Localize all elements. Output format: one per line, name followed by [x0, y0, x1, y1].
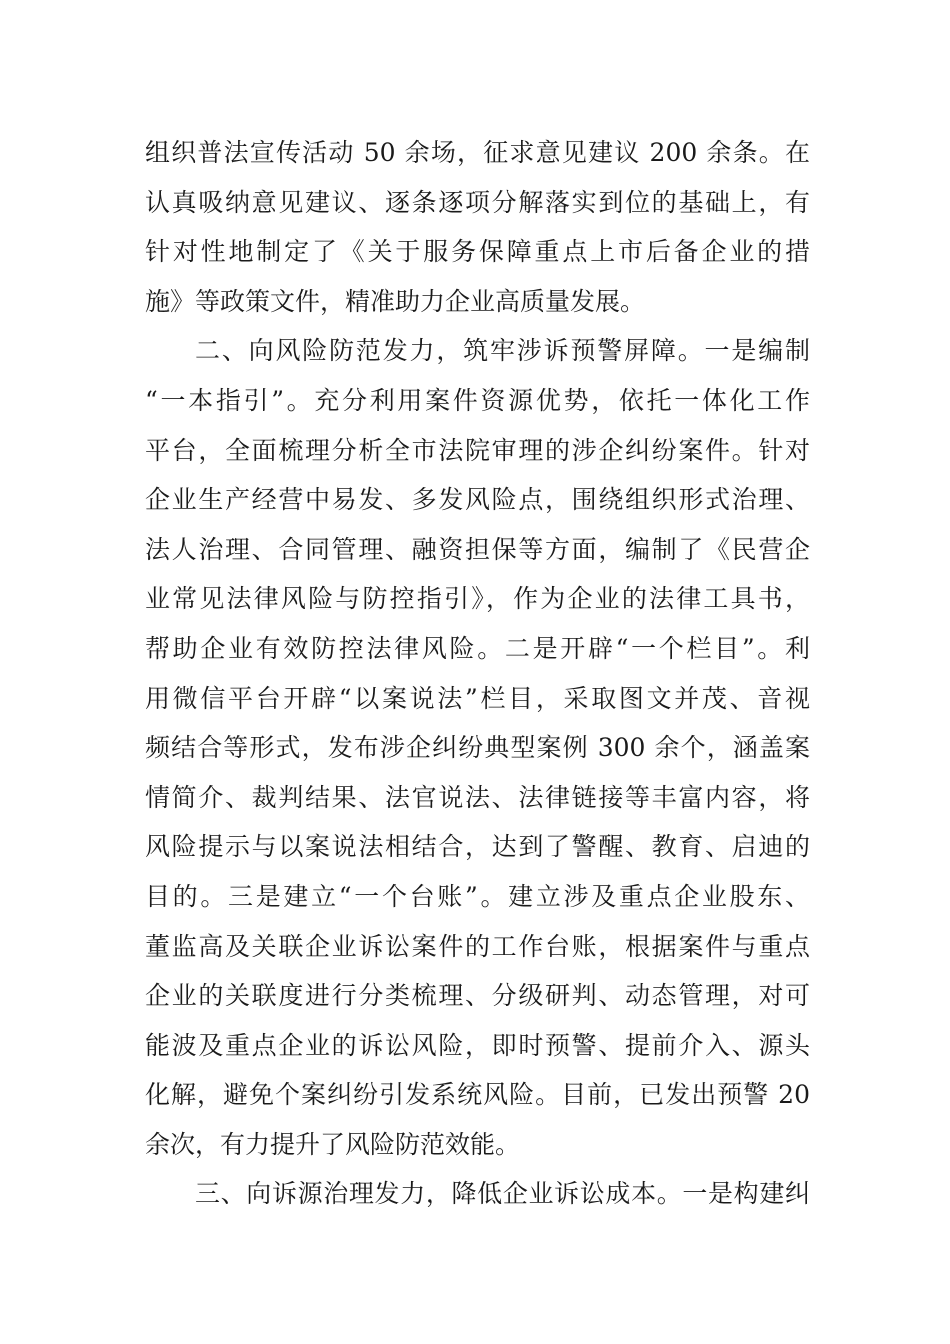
- text-line: 化解，避免个案纠纷引发系统风险。目前，已发出预警 20: [145, 1080, 810, 1110]
- text-line: 企业生产经营中易发、多发风险点，围绕组织形式治理、: [145, 485, 810, 515]
- text-line: 董监高及关联企业诉讼案件的工作台账，根据案件与重点: [145, 931, 810, 961]
- text-line: 业常见法律风险与防控指引》，作为企业的法律工具书，: [145, 584, 810, 614]
- paragraph-heading-3: 三、向诉源治理发力，降低企业诉讼成本。一是构建纠: [195, 1179, 810, 1209]
- text-line: 目的。三是建立“一个台账”。建立涉及重点企业股东、: [145, 881, 810, 911]
- body-text: [145, 128, 810, 1219]
- text-line: 帮助企业有效防控法律风险。二是开辟“一个栏目”。利: [145, 633, 810, 663]
- text-line: 认真吸纳意见建议、逐条逐项分解落实到位的基础上，有: [145, 187, 810, 217]
- text-line: 余次，有力提升了风险防范效能。: [145, 1129, 521, 1159]
- text-line: 平台，全面梳理分析全市法院审理的涉企纠纷案件。针对: [145, 435, 810, 465]
- text-line: 施》等政策文件，精准助力企业高质量发展。: [145, 286, 646, 316]
- paragraph-heading-2: 二、向风险防范发力，筑牢涉诉预警屏障。一是编制: [195, 336, 810, 366]
- text-line: 针对性地制定了《关于服务保障重点上市后备企业的措: [145, 237, 810, 267]
- text-line: 能波及重点企业的诉讼风险，即时预警、提前介入、源头: [145, 1030, 810, 1060]
- text-line: 风险提示与以案说法相结合，达到了警醒、教育、启迪的: [145, 832, 810, 862]
- text-line: 频结合等形式，发布涉企纠纷典型案例 300 余个，涵盖案: [145, 733, 810, 763]
- text-line: 法人治理、合同管理、融资担保等方面，编制了《民营企: [145, 534, 810, 564]
- text-line: 情简介、裁判结果、法官说法、法律链接等丰富内容，将: [145, 782, 810, 812]
- text-line: 企业的关联度进行分类梳理、分级研判、动态管理，对可: [145, 981, 810, 1011]
- text-line: 用微信平台开辟“以案说法”栏目，采取图文并茂、音视: [145, 683, 810, 713]
- text-line: 组织普法宣传活动 50 余场，征求意见建议 200 余条。在: [145, 138, 810, 167]
- text-line: “一本指引”。充分利用案件资源优势，依托一体化工作: [145, 385, 810, 415]
